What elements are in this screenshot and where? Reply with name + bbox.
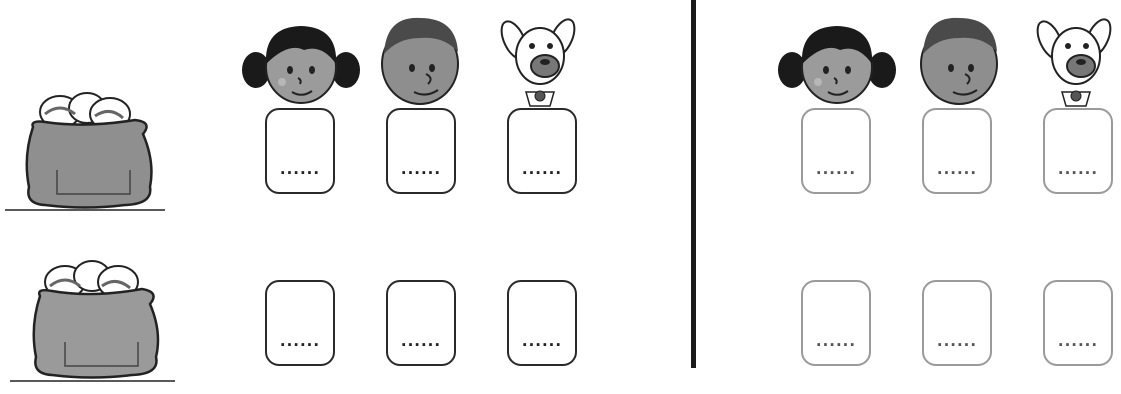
answer-box-girl-row1[interactable] (265, 108, 335, 194)
answer-placeholder: ...... (400, 332, 442, 350)
answer-box-boy-row1[interactable] (386, 108, 456, 194)
answer-placeholder: ...... (815, 332, 857, 350)
answer-box-dog-row1[interactable] (1043, 108, 1113, 194)
girl-face-icon (240, 12, 360, 107)
answer-placeholder: ...... (936, 332, 978, 350)
answer-box-boy-row2[interactable] (386, 280, 456, 366)
answer-box-dog-row2[interactable] (507, 280, 577, 366)
dog-face-icon (500, 10, 580, 110)
answer-placeholder: ...... (521, 160, 563, 178)
answer-box-girl-row2[interactable] (801, 280, 871, 366)
answer-box-girl-row1[interactable] (801, 108, 871, 194)
bag-of-marbles-icon (10, 262, 180, 382)
answer-box-dog-row1[interactable] (507, 108, 577, 194)
answer-placeholder: ...... (521, 332, 563, 350)
dog-face-icon (1036, 10, 1116, 110)
boy-face-icon (376, 12, 466, 107)
answer-placeholder: ...... (815, 160, 857, 178)
bag-of-marbles-icon (5, 92, 165, 212)
answer-placeholder: ...... (279, 160, 321, 178)
answer-box-boy-row2[interactable] (922, 280, 992, 366)
answer-placeholder: ...... (1057, 332, 1099, 350)
answer-placeholder: ...... (279, 332, 321, 350)
answer-placeholder: ...... (1057, 160, 1099, 178)
answer-placeholder: ...... (936, 160, 978, 178)
girl-face-icon (776, 12, 896, 107)
answer-box-boy-row1[interactable] (922, 108, 992, 194)
answer-box-dog-row2[interactable] (1043, 280, 1113, 366)
boy-face-icon (915, 12, 1005, 107)
answer-box-girl-row2[interactable] (265, 280, 335, 366)
answer-placeholder: ...... (400, 160, 442, 178)
panel-divider (691, 0, 696, 368)
